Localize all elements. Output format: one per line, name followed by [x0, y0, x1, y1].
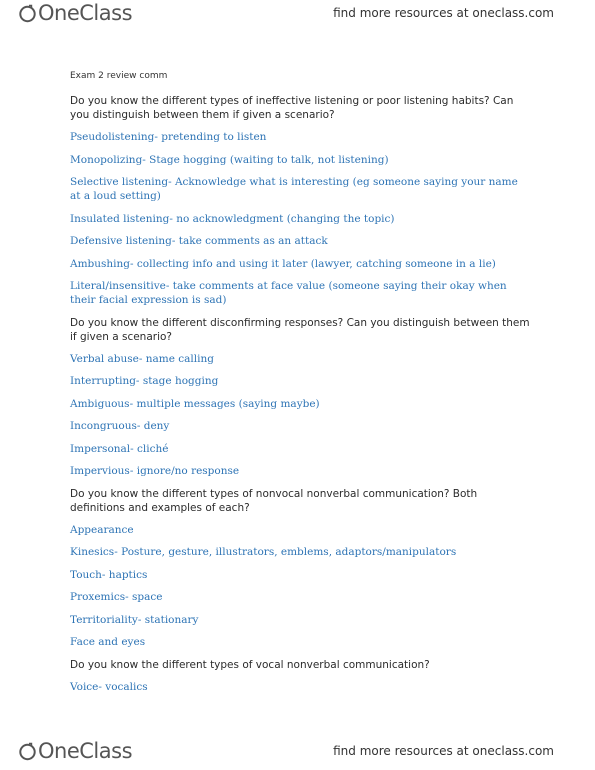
question-text: Do you know the different disconfirming responses? Can you distinguish between them if given a scenario? — [70, 316, 530, 343]
answer-text: Touch- haptics — [70, 568, 148, 581]
header-tagline-link[interactable]: find more resources at oneclass.com — [333, 6, 554, 20]
answer-text: Impervious- ignore/no response — [70, 465, 240, 477]
document-title: Exam 2 review comm — [70, 71, 168, 81]
page-header — [0, 0, 595, 30]
question-text: Do you know the different types of nonvocal nonverbal communication? Both definitions and examples of each? — [70, 487, 478, 514]
answer-text: Monopolizing- Stage hogging (waiting to talk, not listening) — [70, 153, 389, 166]
answer-text: Face and eyes — [70, 636, 146, 648]
oneclass-logo-icon — [18, 4, 37, 23]
logo-text: OneClass — [38, 1, 133, 25]
answer-text: Kinesics- Posture, gesture, illustrators, emblems, adaptors/manipulators — [70, 546, 457, 558]
answer-text: Interrupting- stage hogging — [70, 375, 219, 387]
footer-tagline-link[interactable]: find more resources at oneclass.com — [333, 744, 554, 758]
answer-text: Incongruous- deny — [70, 420, 170, 432]
question-text: Do you know the different types of vocal nonverbal communication? — [70, 658, 430, 671]
answer-text: Proxemics- space — [70, 591, 163, 603]
oneclass-footer-logo[interactable] — [18, 739, 132, 763]
answer-text: Impersonal- cliché — [70, 442, 169, 455]
answer-text: Ambiguous- multiple messages (saying maybe) — [70, 397, 320, 410]
answer-text: Appearance — [70, 523, 134, 536]
oneclass-logo[interactable] — [18, 1, 132, 25]
answer-text: Selective listening- Acknowledge what is interesting (eg someone saying your name at a loud setting) — [70, 176, 518, 202]
answer-text: Ambushing- collecting info and using it later (lawyer, catching someone in a lie) — [70, 257, 496, 270]
oneclass-logo-icon — [18, 742, 37, 761]
answer-text: Pseudolistening- pretending to listen — [70, 131, 267, 143]
page-footer — [0, 738, 595, 768]
question-text: Do you know the different types of ineffective listening or poor listening habits? Can you distinguish between them if given a scenario? — [70, 95, 514, 121]
answer-text: Voice- vocalics — [70, 680, 148, 693]
answer-text: Defensive listening- take comments as an attack — [70, 235, 328, 247]
answer-text: Literal/insensitive- take comments at face value (someone saying their okay when their facial expression is sad) — [70, 280, 507, 306]
document-body — [70, 70, 530, 702]
document-blocks — [70, 94, 530, 694]
answer-text: Insulated listening- no acknowledgment (changing the topic) — [70, 212, 395, 225]
answer-text: Verbal abuse- name calling — [70, 352, 214, 365]
answer-text: Territoriality- stationary — [70, 613, 199, 626]
logo-text: OneClass — [38, 739, 133, 763]
